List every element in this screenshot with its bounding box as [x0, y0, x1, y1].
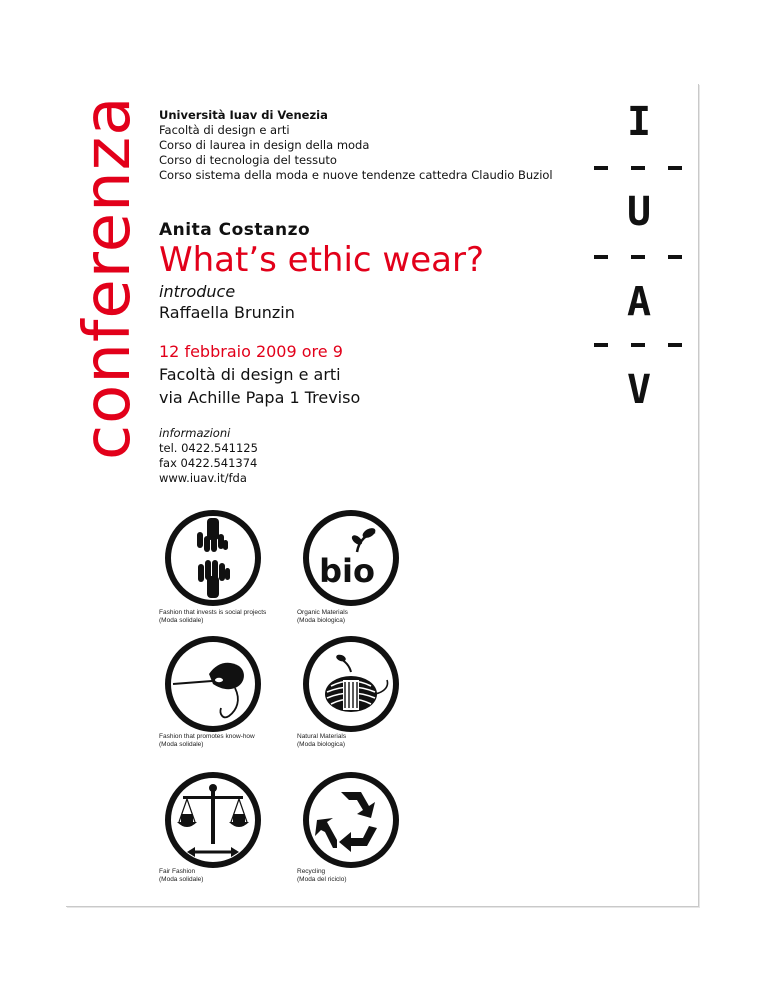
- venue-line: Facoltà di design e arti: [159, 365, 341, 384]
- header-line: Facoltà di design e arti: [159, 123, 290, 137]
- header-block: [159, 108, 553, 183]
- speaker-name: Anita Costanzo: [159, 220, 311, 240]
- logo-dash: [594, 343, 608, 347]
- bio-icon: [297, 510, 405, 606]
- iuav-logo: [594, 99, 684, 414]
- header-line: Corso di laurea in design della moda: [159, 138, 370, 152]
- icon-caption: Recycling (Moda del riciclo): [297, 868, 347, 883]
- logo-dash: [631, 166, 645, 170]
- header-line: Corso di tecnologia del tessuto: [159, 153, 337, 167]
- info-fax: fax 0422.541374: [159, 456, 258, 470]
- logo-dash: [668, 343, 682, 347]
- recycling-icon: [297, 772, 405, 868]
- logo-dash: [594, 166, 608, 170]
- info-tel: tel. 0422.541125: [159, 441, 258, 455]
- logo-letter: V: [626, 367, 652, 413]
- logo-letter: I: [626, 99, 652, 145]
- venue-address: via Achille Papa 1 Treviso: [159, 388, 361, 407]
- info-web-link[interactable]: www.iuav.it/fda: [159, 471, 247, 485]
- vertical-title: conferenza: [71, 95, 145, 460]
- talk-title: What’s ethic wear?: [159, 240, 484, 280]
- logo-dash: [631, 255, 645, 259]
- bio-word: bio: [319, 552, 375, 590]
- icon-caption: Fair Fashion (Moda solidale): [159, 868, 204, 883]
- info-label: informazioni: [159, 426, 231, 440]
- balance-scale-icon: [159, 772, 267, 868]
- icon-caption: Fashion that invests is social projects (Moda solidale): [159, 609, 267, 624]
- logo-dash: [631, 343, 645, 347]
- needle-thread-icon: [159, 636, 267, 732]
- logo-dash: [594, 255, 608, 259]
- logo-dash: [668, 255, 682, 259]
- event-datetime: 12 febbraio 2009 ore 9: [159, 342, 343, 361]
- introduce-label: introduce: [159, 282, 236, 301]
- introducer-name: Raffaella Brunzin: [159, 303, 295, 322]
- info-block: [159, 426, 258, 486]
- icon-caption: Organic Materials (Moda biologica): [297, 609, 348, 624]
- logo-letter: A: [626, 279, 652, 325]
- yarn-ball-icon: [297, 636, 405, 732]
- hands-icon: [159, 510, 267, 606]
- icon-caption: Natural Materials (Moda biologica): [297, 733, 347, 748]
- university-name: Università Iuav di Venezia: [159, 108, 328, 122]
- logo-dash: [668, 166, 682, 170]
- icon-caption: Fashion that promotes know-how (Moda solidale): [159, 733, 255, 748]
- logo-letter: U: [626, 189, 652, 235]
- header-line: Corso sistema della moda e nuove tendenze cattedra Claudio Buziol: [159, 168, 553, 182]
